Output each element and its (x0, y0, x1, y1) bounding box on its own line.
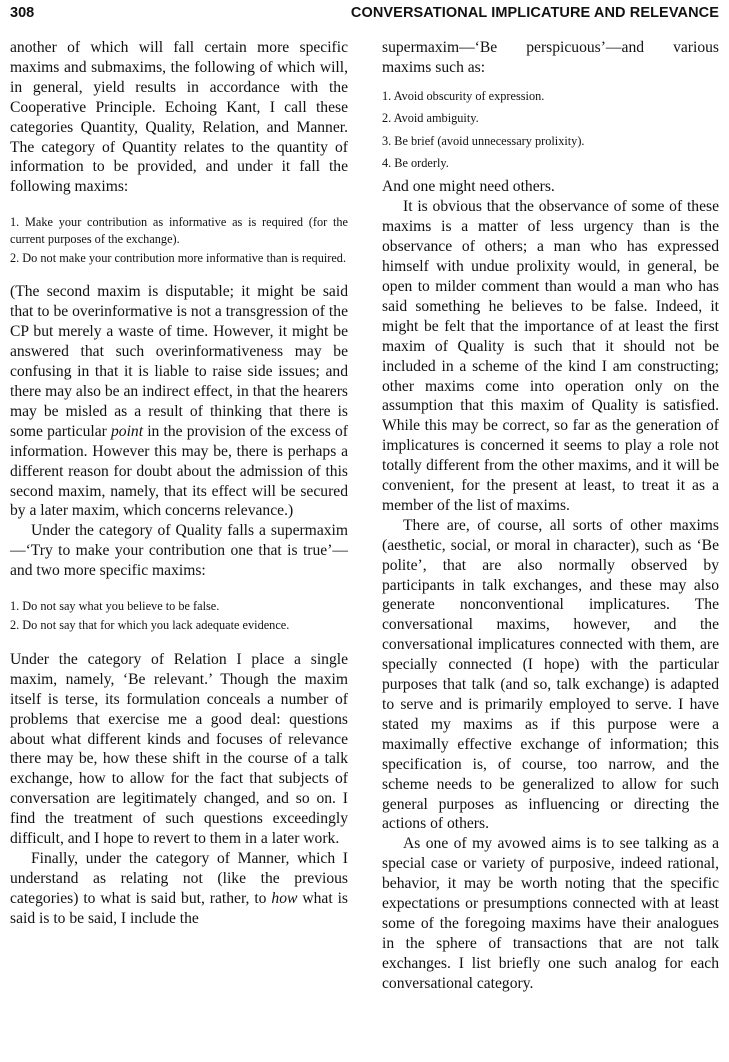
list-item: 1. Avoid obscurity of expression. (382, 88, 545, 103)
paragraph: another of which will fall certain more specific maxims and submaxims, the following of which will, in general, yield results in accordance with the Cooperative Principle. Echoing Kant, I call these categories Quantity, Quality, Relation, and Manner. The category of Quantity relates to the quantity of information to be provided, and under it fall the following maxims: (10, 39, 348, 196)
paragraph: And one might need others. (382, 178, 555, 196)
paragraph: Under the category of Relation I place a single maxim, namely, ‘Be relevant.’ Though the maxim itself is terse, its formulation conceals a number of problems that exercise me a good deal: questions about what different kinds and focuses of relevance there may be, how these shift in the course of a talk exchange, how to allow for the fact that subjects of conversation are legitimately changed, and so on. I find the treatment of such questions exceedingly difficult, and I hope to revert to them in a later work. (10, 650, 348, 848)
quantity-maxims-list (10, 214, 348, 266)
emphasis: point (110, 422, 144, 440)
paragraph: It is obvious that the observance of some of these maxims is a matter of less urgency than is the observance of others; a man who has expressed himself with undue prolixity would, in general, be open to milder comment than would a man who has said something he believes to be false. Indeed, it might be felt that the importance of at least the first maxim of Quality is such that it should not be included in a scheme of the kind I am constructing; other maxims come into operation only on the assumption that this maxim of Quality is satisfied. While this may be correct, so far as the generation of implicatures is concerned it seems to play a role not totally different from the other maxims, and it will be convenient, for the present at least, to treat it as a member of the list of maxims. (382, 198, 719, 514)
running-title: CONVERSATIONAL IMPLICATURE AND RELEVANCE (350, 5, 719, 21)
manner-maxims-list (382, 88, 719, 172)
list-item: 3. Be brief (avoid unnecessary prolixity). (382, 133, 585, 148)
list-item: 2. Avoid ambiguity. (382, 111, 479, 126)
list-item: 2. Do not say that for which you lack adequate evidence. (10, 618, 290, 633)
quality-maxims-list (10, 598, 348, 634)
paragraph: supermaxim—‘Be perspicuous’—and various maxims such as: (382, 39, 719, 76)
paragraph (10, 282, 348, 521)
text-run: (The second maxim is disputable; it might be said that to be overinformative is not a transgression of the CP but merely a waste of time. However, it might be answered that such overinformativeness may be confusing in that it is liable to raise side issues; and there may also be an indirect effect, in that the hearers may be misled as a result of thinking that there is some particular (10, 283, 348, 440)
list-item: 4. Be orderly. (382, 156, 449, 171)
paragraph: As one of my avowed aims is to see talking as a special case or variety of purposive, indeed rational, behavior, it may be worth noting that the specific expectations or presumptions connected with at least some of the foregoing maxims have their analogues in the sphere of transactions that are not talk exchanges. I list briefly one such analog for each conversational category. (382, 835, 719, 992)
left-column (10, 38, 348, 929)
page-number: 308 (10, 5, 35, 21)
text-run: in the provision of the excess of information. However this may be, there is perhaps a different reason for doubt about the admission of this second maxim, namely, that its effect will be secured by a later maxim, which concerns relevance.) (10, 422, 348, 520)
list-item: 1. Do not say what you believe to be false. (10, 599, 220, 614)
text-run: Finally, under the category of Manner, which I understand as relating not (like the previous categories) to what is said but, rather, to (10, 849, 348, 907)
list-item: 2. Do not make your contribution more informative than is required. (10, 251, 347, 266)
running-header (10, 2, 719, 24)
right-column (382, 38, 719, 994)
text-run: what is said is to be said, I include the (10, 889, 349, 927)
paragraph (10, 849, 348, 929)
paragraph: Under the category of Quality falls a supermaxim—‘Try to make your contribution one that is true’—and two more specific maxims: (10, 522, 348, 580)
list-item: 1. Make your contribution as informative as is required (for the current purposes of the exchange). (10, 215, 348, 246)
paragraph: There are, of course, all sorts of other maxims (aesthetic, social, or moral in character), such as ‘Be polite’, that are also normally observed by participants in talk exchanges, and these may also generate nonconventional implicatures. The conversational maxims, however, and the conversational implicatures connected with them, are specially connected (I hope) with the particular purposes that talk (and so, talk exchange) is adapted to serve and is primarily employed to serve. I have stated my maxims as if this purpose were a maximally effective exchange of information; this specification is, of course, too narrow, and the scheme needs to be generalized to allow for such general purposes as influencing or directing the actions of others. (382, 516, 719, 833)
emphasis: how (271, 889, 298, 907)
